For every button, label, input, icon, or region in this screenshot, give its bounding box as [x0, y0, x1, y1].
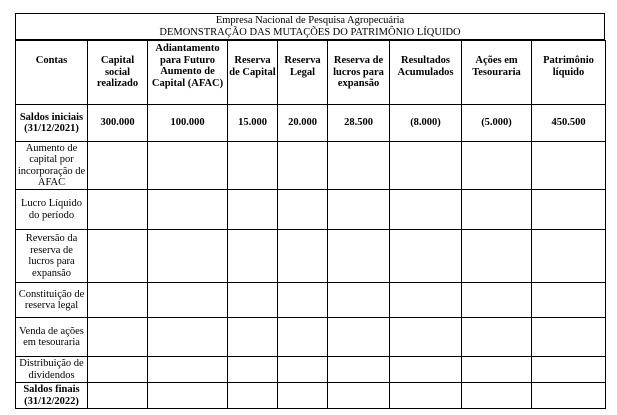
value-cell [228, 142, 278, 190]
value-cell: 15.000 [228, 105, 278, 142]
value-cell [532, 283, 606, 318]
value-cell: (5.000) [462, 105, 532, 142]
value-cell [278, 230, 328, 283]
value-cell [328, 142, 390, 190]
table-row [16, 357, 606, 383]
value-cell [390, 190, 462, 230]
value-cell [278, 142, 328, 190]
table-row [16, 105, 606, 142]
value-cell [148, 283, 228, 318]
value-cell [462, 318, 532, 357]
value-cell [462, 357, 532, 383]
value-cell [228, 190, 278, 230]
table-row [16, 283, 606, 318]
value-cell [328, 190, 390, 230]
company-name: Empresa Nacional de Pesquisa Agropecuária [215, 15, 405, 26]
value-cell [278, 357, 328, 383]
table-row [16, 383, 606, 409]
value-cell [532, 318, 606, 357]
value-cell [278, 283, 328, 318]
value-cell [462, 383, 532, 409]
value-cell: 100.000 [148, 105, 228, 142]
value-cell: 20.000 [278, 105, 328, 142]
value-cell [88, 190, 148, 230]
value-cell: (8.000) [390, 105, 462, 142]
value-cell [88, 318, 148, 357]
value-cell [532, 357, 606, 383]
value-cell: 28.500 [328, 105, 390, 142]
value-cell [228, 283, 278, 318]
value-cell [148, 383, 228, 409]
value-cell [148, 318, 228, 357]
column-header: Capital social realizado [88, 41, 148, 105]
value-cell [462, 142, 532, 190]
value-cell [328, 383, 390, 409]
value-cell [148, 142, 228, 190]
value-cell [532, 383, 606, 409]
value-cell [390, 142, 462, 190]
value-cell [228, 230, 278, 283]
row-label: Saldos finais (31/12/2022) [16, 383, 88, 409]
column-header: Reserva de lucros para expansão [328, 41, 390, 105]
value-cell [228, 383, 278, 409]
value-cell [88, 230, 148, 283]
value-cell [390, 230, 462, 283]
value-cell [328, 318, 390, 357]
value-cell [278, 383, 328, 409]
value-cell [462, 190, 532, 230]
table-row [16, 318, 606, 357]
column-header: Ações em Tesouraria [462, 41, 532, 105]
statement-title: DEMONSTRAÇÃO DAS MUTAÇÕES DO PATRIMÔNIO LÍQUIDO [16, 27, 604, 40]
row-label: Venda de ações em tesouraria [16, 318, 88, 357]
value-cell [278, 190, 328, 230]
value-cell [462, 283, 532, 318]
value-cell [390, 318, 462, 357]
value-cell [328, 283, 390, 318]
value-cell [88, 357, 148, 383]
row-label: Lucro Líquido do período [16, 190, 88, 230]
value-cell [278, 318, 328, 357]
row-label: Aumento de capital por incorporação de AFAC [16, 142, 88, 190]
value-cell [148, 190, 228, 230]
equity-table [15, 40, 606, 409]
header-row [16, 41, 606, 105]
table-row [16, 142, 606, 190]
value-cell [328, 230, 390, 283]
value-cell [88, 283, 148, 318]
value-cell [532, 142, 606, 190]
row-label: Saldos iniciais (31/12/2021) [16, 105, 88, 142]
value-cell [390, 383, 462, 409]
value-cell [88, 383, 148, 409]
column-header: Reserva Legal [278, 41, 328, 105]
column-header: Resultados Acumulados [390, 41, 462, 105]
table-row [16, 230, 606, 283]
value-cell [228, 357, 278, 383]
row-label: Constituição de reserva legal [16, 283, 88, 318]
value-cell [390, 357, 462, 383]
value-cell [532, 190, 606, 230]
value-cell [532, 230, 606, 283]
row-label: Distribuição de dividendos [16, 357, 88, 383]
value-cell [148, 230, 228, 283]
row-label: Reversão da reserva de lucros para expansão [16, 230, 88, 283]
value-cell [148, 357, 228, 383]
statement-header [15, 13, 605, 40]
column-header: Adiantamento para Futuro Aumento de Capital (AFAC) [148, 41, 228, 105]
column-header: Reserva de Capital [228, 41, 278, 105]
value-cell [462, 230, 532, 283]
value-cell [88, 142, 148, 190]
value-cell: 450.500 [532, 105, 606, 142]
value-cell [328, 357, 390, 383]
column-header: Patrimônio líquido [532, 41, 606, 105]
value-cell [228, 318, 278, 357]
table-row [16, 190, 606, 230]
column-header: Contas [16, 41, 88, 105]
mutations-statement [15, 13, 605, 409]
value-cell [390, 283, 462, 318]
value-cell: 300.000 [88, 105, 148, 142]
